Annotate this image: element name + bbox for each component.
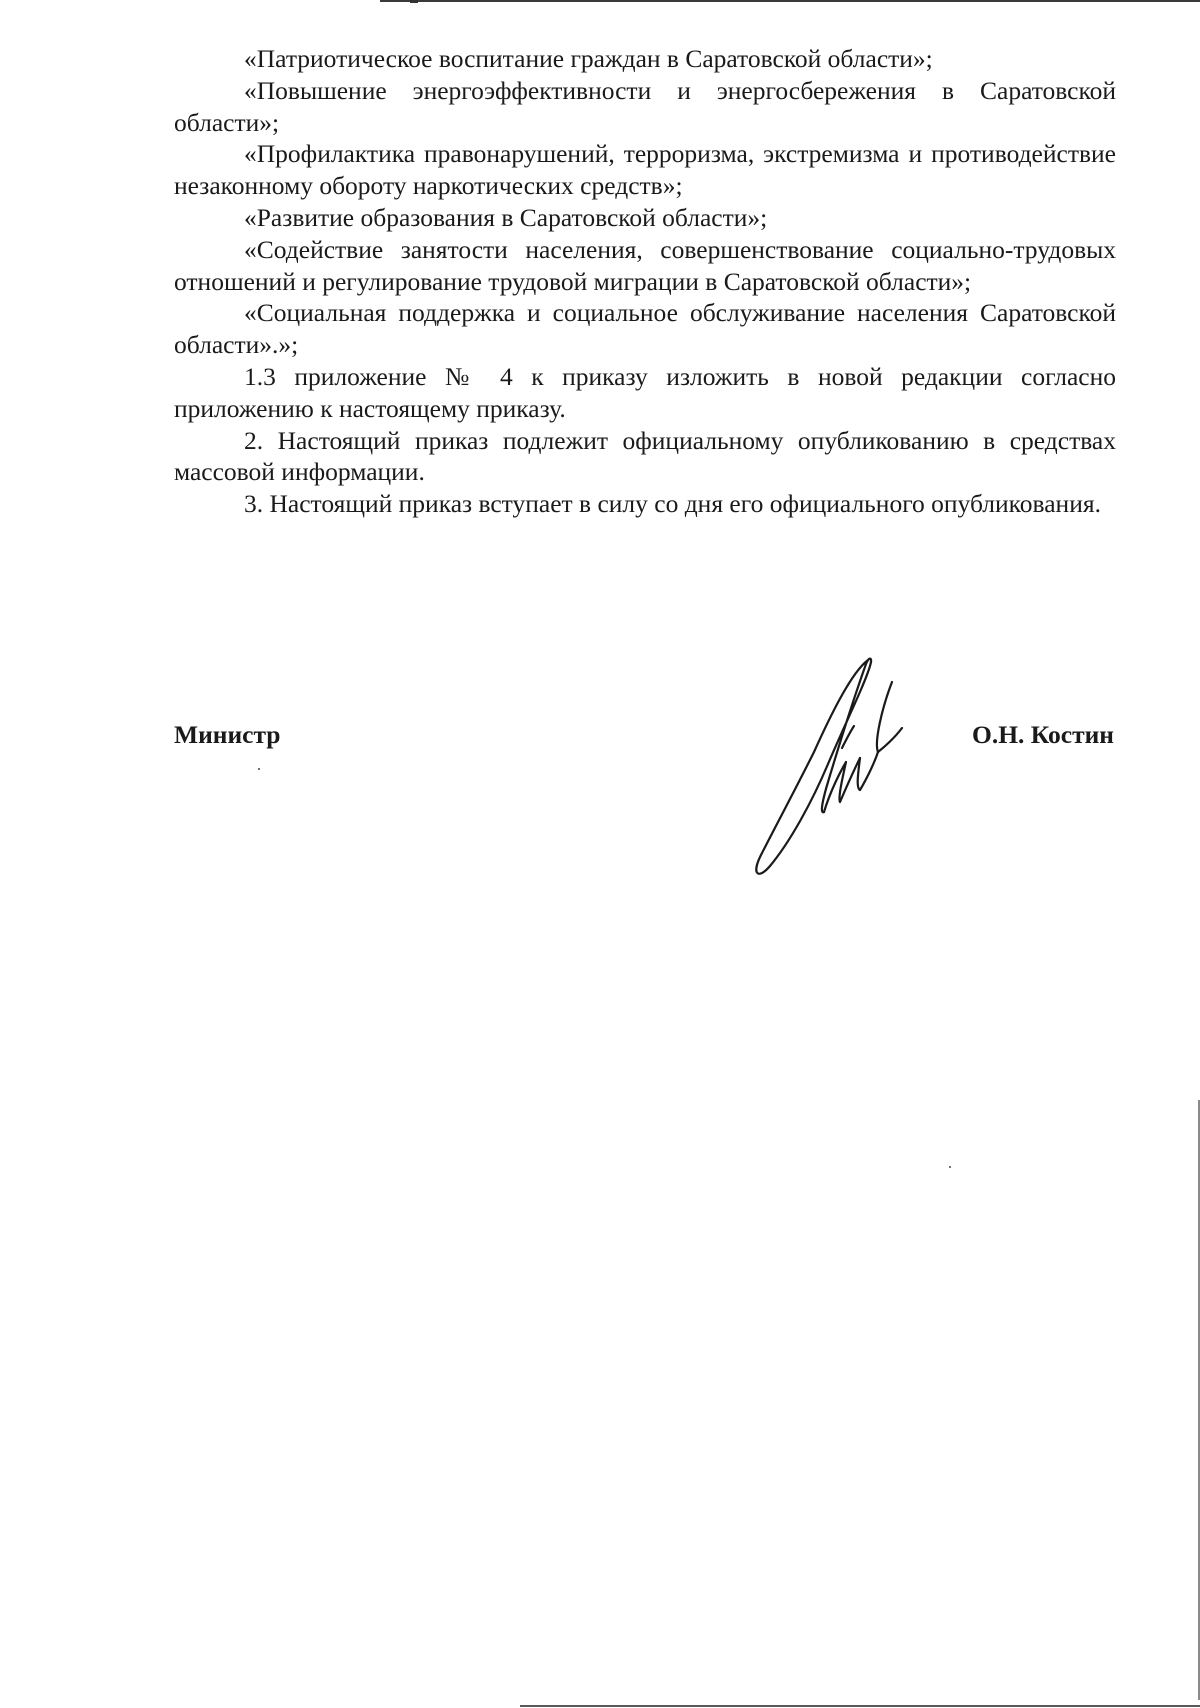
signature-block [174, 720, 1116, 760]
paragraph-employment: «Содействие занятости населения, совершенствование социально-трудовых отношений и регулирование трудовой миграции в Саратовской области»; [174, 234, 1116, 296]
scan-edge-bottom [520, 1705, 1200, 1707]
paragraph-publication-clause: 2. Настоящий приказ подлежит официальному опубликованию в средствах массовой информации. [174, 425, 1116, 487]
handwritten-signature [742, 652, 912, 882]
scan-speck [258, 768, 260, 770]
paragraph-education-development: «Развитие образования в Саратовской области»; [244, 202, 768, 232]
paragraph-patriotic-education: «Патриотическое воспитание граждан в Саратовской области»; [244, 44, 933, 73]
document-body [174, 43, 1116, 520]
signatory-title: Министр [174, 720, 281, 749]
signatory-name: О.Н. Костин [972, 720, 1114, 749]
paragraph-energy-efficiency: «Повышение энергоэффективности и энергосбережения в Саратовской области»; [174, 75, 1116, 137]
scan-edge-top [380, 0, 1200, 2]
scan-speck [949, 1166, 951, 1168]
paragraph-crime-prevention: «Профилактика правонарушений, терроризма, экстремизма и противодействие незаконному обороту наркотических средств»; [174, 139, 1116, 201]
paragraph-social-support: «Социальная поддержка и социальное обслуживание населения Саратовской области».»; [174, 298, 1116, 360]
paragraph-effective-date-clause: 3. Настоящий приказ вступает в силу со дня его официального опубликования. [244, 489, 1101, 519]
scan-tick [410, 0, 418, 3]
paragraph-appendix-clause: 1.3 приложение № 4 к приказу изложить в новой редакции согласно приложению к настоящему приказу. [174, 361, 1116, 423]
